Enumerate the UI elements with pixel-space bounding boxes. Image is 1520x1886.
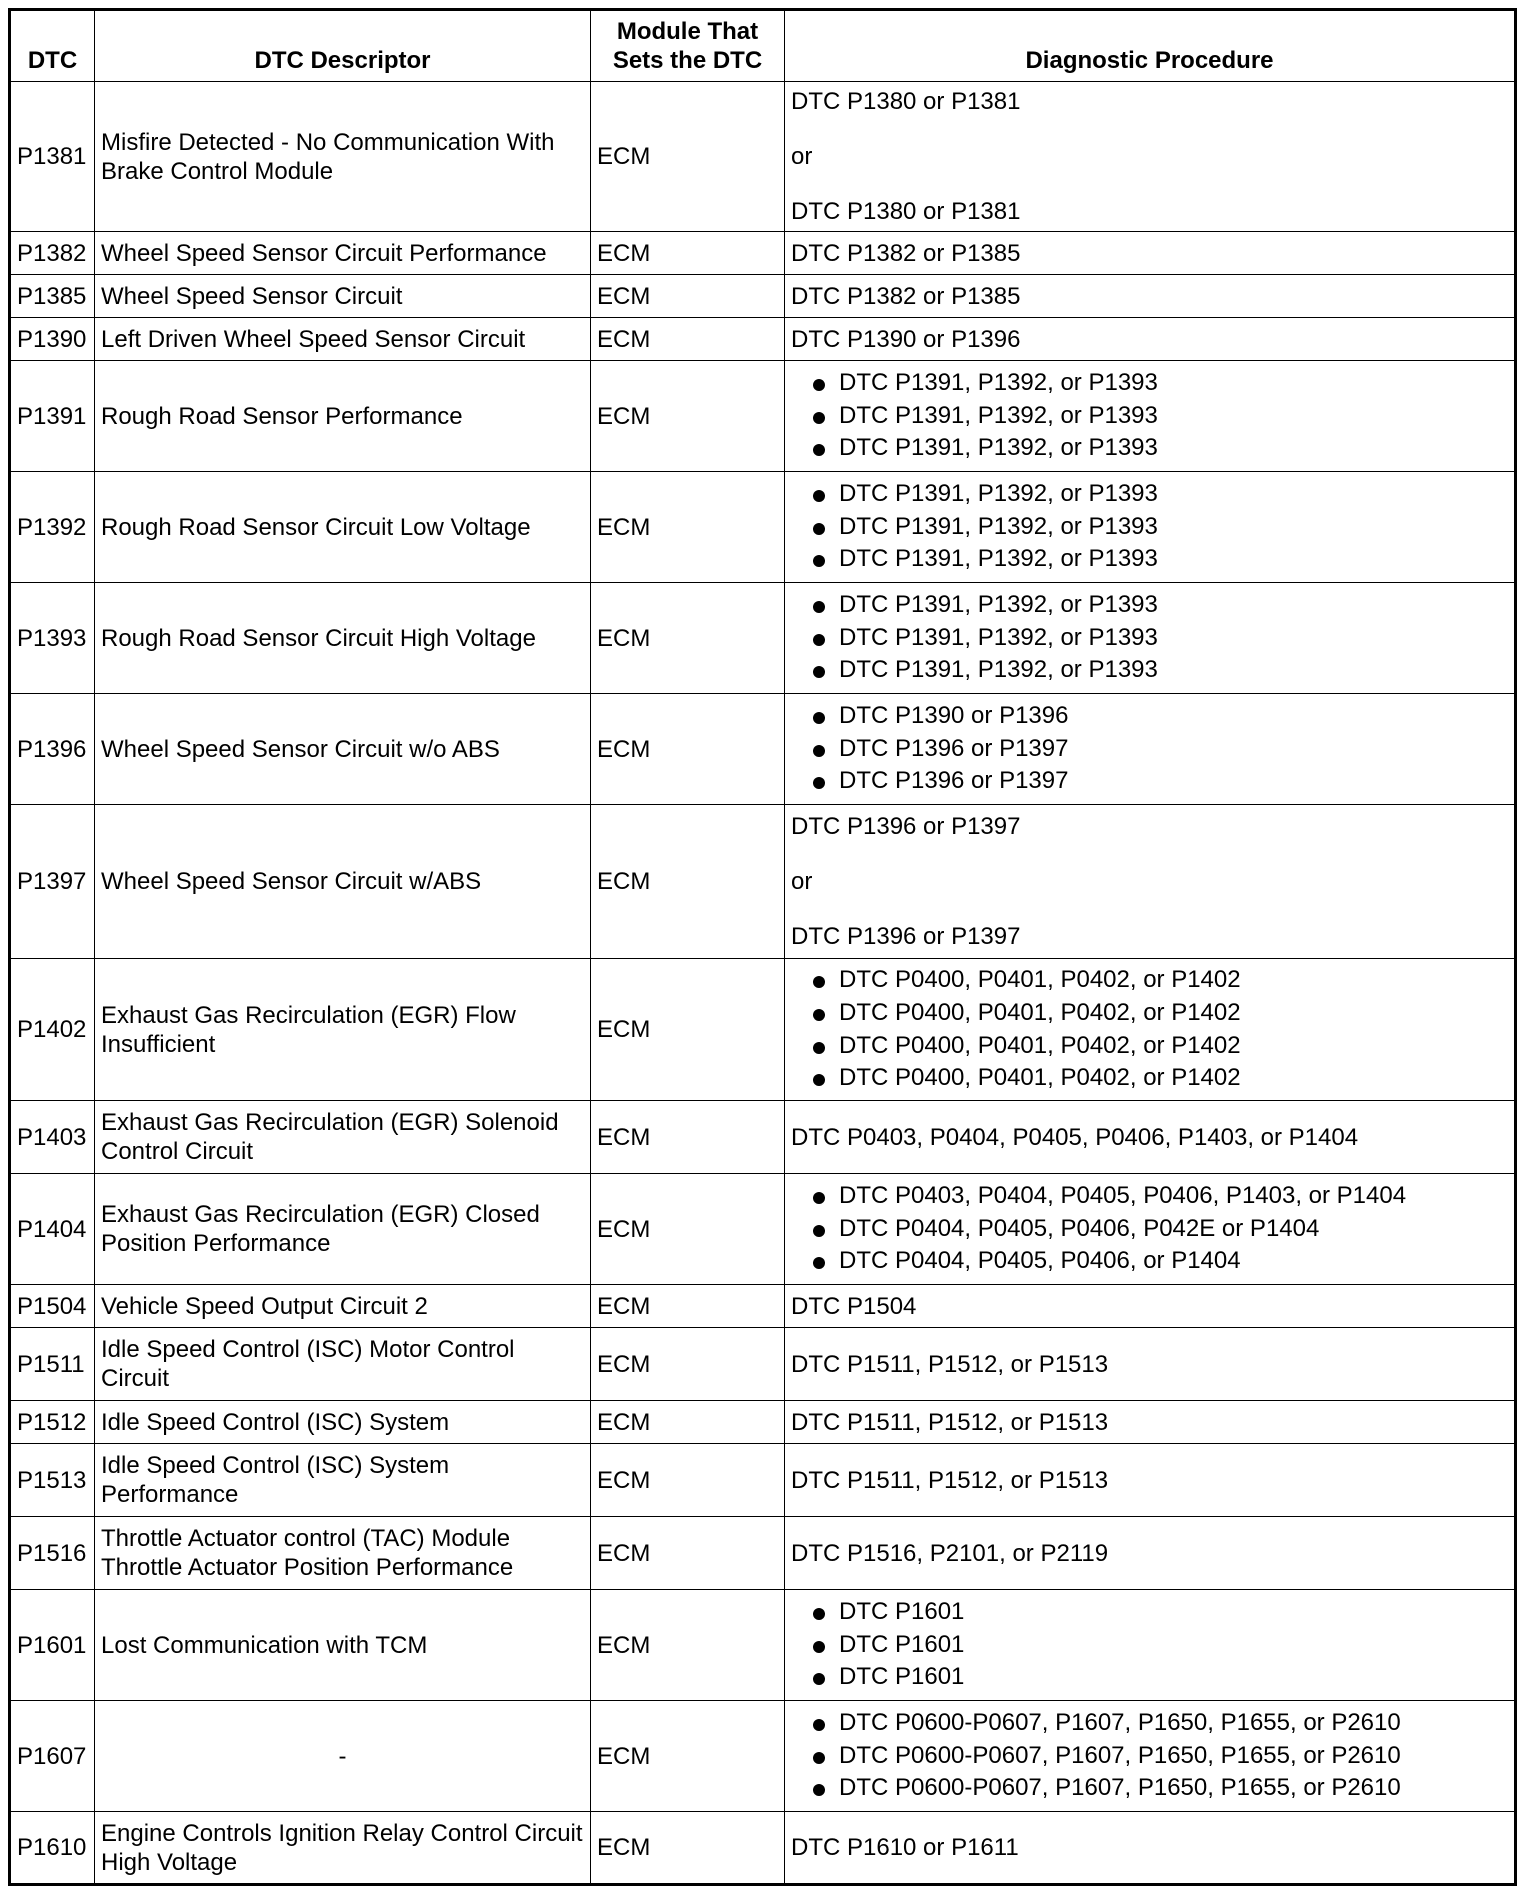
bullet-icon xyxy=(813,777,825,789)
procedure-list-item xyxy=(791,432,1508,465)
procedure-link-text[interactable]: DTC P1391, P1392, or P1393 xyxy=(839,434,1158,462)
procedure-link-text[interactable]: DTC P0404, P0405, P0406, or P1404 xyxy=(839,1247,1241,1275)
dtc-module: ECM xyxy=(591,318,785,361)
procedure-list xyxy=(791,478,1508,576)
procedure-link-text[interactable]: DTC P1380 or P1381 xyxy=(791,198,1021,225)
dtc-code: P1381 xyxy=(10,82,95,232)
procedure-link-text[interactable]: DTC P1382 or P1385 xyxy=(791,239,1021,267)
dtc-module: ECM xyxy=(591,275,785,318)
dtc-code: P1382 xyxy=(10,232,95,275)
dtc-descriptor: Idle Speed Control (ISC) Motor Control Circuit xyxy=(95,1328,591,1401)
procedure-link-text[interactable]: DTC P0400, P0401, P0402, or P1402 xyxy=(839,1064,1241,1092)
diagnostic-procedure xyxy=(785,1590,1516,1701)
procedure-link-text[interactable]: DTC P1382 or P1385 xyxy=(791,282,1021,310)
bullet-icon xyxy=(813,1608,825,1620)
header-module-line1: Module That xyxy=(616,18,759,45)
procedure-list-item xyxy=(791,1596,1508,1629)
line-gap xyxy=(791,896,1508,922)
procedure-link-text[interactable]: DTC P1390 or P1396 xyxy=(791,325,1021,353)
bullet-icon xyxy=(813,1719,825,1731)
table-body xyxy=(10,82,1516,1885)
procedure-link-text[interactable]: DTC P1504 xyxy=(791,1292,917,1320)
header-row xyxy=(10,10,1516,82)
procedure-link-text[interactable]: DTC P0600-P0607, P1607, P1650, P1655, or P2610 xyxy=(839,1741,1401,1769)
bullet-icon xyxy=(813,601,825,613)
procedure-link-text[interactable]: DTC P1601 xyxy=(839,1598,965,1626)
diagnostic-procedure xyxy=(785,1812,1516,1885)
table-row xyxy=(10,472,1516,583)
procedure-list-item xyxy=(791,543,1508,576)
procedure-list xyxy=(791,1707,1508,1805)
dtc-descriptor: Wheel Speed Sensor Circuit w/ABS xyxy=(95,805,591,959)
procedure-list-item xyxy=(791,700,1508,733)
bullet-icon xyxy=(813,379,825,391)
table-row xyxy=(10,1328,1516,1401)
table-row xyxy=(10,361,1516,472)
procedure-link-text[interactable]: DTC P1391, P1392, or P1393 xyxy=(839,545,1158,573)
diagnostic-procedure xyxy=(785,959,1516,1101)
procedure-list-item xyxy=(791,1629,1508,1662)
dtc-descriptor: Vehicle Speed Output Circuit 2 xyxy=(95,1285,591,1328)
procedure-link-text[interactable]: DTC P1511, P1512, or P1513 xyxy=(791,1466,1109,1494)
procedure-list-item xyxy=(791,589,1508,622)
procedure-list-item xyxy=(791,654,1508,687)
header-descriptor: DTC Descriptor xyxy=(95,10,591,82)
dtc-module: ECM xyxy=(591,959,785,1101)
procedure-list-item xyxy=(791,1245,1508,1278)
header-procedure: Diagnostic Procedure xyxy=(785,10,1516,82)
bullet-icon xyxy=(813,1225,825,1237)
dtc-module: ECM xyxy=(591,805,785,959)
dtc-descriptor: Left Driven Wheel Speed Sensor Circuit xyxy=(95,318,591,361)
procedure-link-text[interactable]: DTC P1396 or P1397 xyxy=(791,813,1021,840)
bullet-icon xyxy=(813,1074,825,1086)
bullet-icon xyxy=(813,1192,825,1204)
dtc-module: ECM xyxy=(591,1101,785,1174)
procedure-link-text[interactable]: DTC P1380 or P1381 xyxy=(791,88,1021,115)
dtc-code: P1516 xyxy=(10,1517,95,1590)
diagnostic-procedure xyxy=(785,1285,1516,1328)
bullet-icon xyxy=(813,634,825,646)
procedure-list xyxy=(791,589,1508,687)
diagnostic-procedure xyxy=(785,1101,1516,1174)
procedure-link-text[interactable]: DTC P0400, P0401, P0402, or P1402 xyxy=(839,1031,1241,1059)
diagnostic-procedure xyxy=(785,1517,1516,1590)
diagnostic-procedure xyxy=(785,1701,1516,1812)
dtc-descriptor: Rough Road Sensor Circuit Low Voltage xyxy=(95,472,591,583)
bullet-icon xyxy=(813,555,825,567)
line-gap xyxy=(791,116,1508,142)
bullet-icon xyxy=(813,1257,825,1269)
dtc-code: P1511 xyxy=(10,1328,95,1401)
dtc-descriptor: Wheel Speed Sensor Circuit Performance xyxy=(95,232,591,275)
header-module-line2: Sets the DTC xyxy=(612,47,763,74)
bullet-icon xyxy=(813,1752,825,1764)
line-gap xyxy=(791,171,1508,197)
diagnostic-procedure xyxy=(785,1401,1516,1444)
dtc-descriptor: Engine Controls Ignition Relay Control Circuit High Voltage xyxy=(95,1812,591,1885)
procedure-list xyxy=(791,964,1508,1094)
bullet-icon xyxy=(813,1641,825,1653)
dtc-code: P1396 xyxy=(10,694,95,805)
table-row xyxy=(10,232,1516,275)
dtc-code: P1390 xyxy=(10,318,95,361)
table-row xyxy=(10,1812,1516,1885)
procedure-list xyxy=(791,1180,1508,1278)
dtc-module: ECM xyxy=(591,232,785,275)
dtc-code: P1393 xyxy=(10,583,95,694)
diagnostic-procedure xyxy=(785,82,1516,232)
procedure-list-item xyxy=(791,478,1508,511)
procedure-link-text[interactable]: DTC P1391, P1392, or P1393 xyxy=(839,623,1158,651)
procedure-list-item xyxy=(791,1740,1508,1773)
dtc-module: ECM xyxy=(591,1517,785,1590)
procedure-list-item xyxy=(791,733,1508,766)
dtc-descriptor: Lost Communication with TCM xyxy=(95,1590,591,1701)
bullet-icon xyxy=(813,712,825,724)
dtc-descriptor: Misfire Detected - No Communication With Brake Control Module xyxy=(95,82,591,232)
procedure-list-item xyxy=(791,1772,1508,1805)
dtc-module: ECM xyxy=(591,1590,785,1701)
diagnostic-procedure xyxy=(785,1174,1516,1285)
procedure-link-text[interactable]: DTC P1396 or P1397 xyxy=(791,923,1021,950)
procedure-list-item xyxy=(791,1707,1508,1740)
procedure-list-item xyxy=(791,997,1508,1030)
dtc-code: P1402 xyxy=(10,959,95,1101)
procedure-list-item xyxy=(791,367,1508,400)
procedure-list-item xyxy=(791,622,1508,655)
or-separator: or xyxy=(791,868,813,895)
procedure-link-text[interactable]: DTC P1391, P1392, or P1393 xyxy=(839,480,1158,508)
procedure-link-text[interactable]: DTC P0600-P0607, P1607, P1650, P1655, or P2610 xyxy=(839,1774,1401,1802)
dtc-code: P1610 xyxy=(10,1812,95,1885)
line-gap xyxy=(791,841,1508,867)
table-row xyxy=(10,1101,1516,1174)
dtc-code: P1607 xyxy=(10,1701,95,1812)
dtc-descriptor: Wheel Speed Sensor Circuit w/o ABS xyxy=(95,694,591,805)
procedure-link-text[interactable]: DTC P1391, P1392, or P1393 xyxy=(839,369,1158,397)
dtc-descriptor: Exhaust Gas Recirculation (EGR) Solenoid Control Circuit xyxy=(95,1101,591,1174)
dtc-descriptor: Idle Speed Control (ISC) System Performance xyxy=(95,1444,591,1517)
bullet-icon xyxy=(813,666,825,678)
bullet-icon xyxy=(813,490,825,502)
dtc-module: ECM xyxy=(591,1701,785,1812)
header-dtc: DTC xyxy=(10,10,95,82)
procedure-list xyxy=(791,367,1508,465)
procedure-link-text[interactable]: DTC P1391, P1392, or P1393 xyxy=(839,591,1158,619)
diagnostic-procedure xyxy=(785,694,1516,805)
dtc-module: ECM xyxy=(591,1285,785,1328)
procedure-list-item xyxy=(791,1062,1508,1095)
procedure-list-item xyxy=(791,400,1508,433)
procedure-link-text[interactable]: DTC P0404, P0405, P0406, P042E or P1404 xyxy=(839,1214,1320,1242)
procedure-list-item xyxy=(791,1213,1508,1246)
dtc-code: P1397 xyxy=(10,805,95,959)
bullet-icon xyxy=(813,1042,825,1054)
dtc-module: ECM xyxy=(591,1328,785,1401)
bullet-icon xyxy=(813,412,825,424)
dtc-module: ECM xyxy=(591,1401,785,1444)
dtc-code: P1391 xyxy=(10,361,95,472)
procedure-link-text[interactable]: DTC P1391, P1392, or P1393 xyxy=(839,512,1158,540)
dtc-table xyxy=(8,8,1517,1886)
table-row xyxy=(10,1444,1516,1517)
procedure-list-item xyxy=(791,1661,1508,1694)
procedure-link-text[interactable]: DTC P0400, P0401, P0402, or P1402 xyxy=(839,966,1241,994)
procedure-link-text[interactable]: DTC P1390 or P1396 xyxy=(839,702,1069,730)
dtc-descriptor: Wheel Speed Sensor Circuit xyxy=(95,275,591,318)
diagnostic-procedure xyxy=(785,318,1516,361)
dtc-descriptor: Rough Road Sensor Circuit High Voltage xyxy=(95,583,591,694)
dtc-module: ECM xyxy=(591,1444,785,1517)
dtc-module: ECM xyxy=(591,82,785,232)
dtc-module: ECM xyxy=(591,361,785,472)
procedure-list xyxy=(791,1596,1508,1694)
dtc-code: P1512 xyxy=(10,1401,95,1444)
dtc-code: P1403 xyxy=(10,1101,95,1174)
table-row xyxy=(10,275,1516,318)
diagnostic-procedure xyxy=(785,472,1516,583)
table-row xyxy=(10,1701,1516,1812)
table-row xyxy=(10,694,1516,805)
bullet-icon xyxy=(813,1009,825,1021)
procedure-list-item xyxy=(791,1180,1508,1213)
dtc-module: ECM xyxy=(591,583,785,694)
dtc-module: ECM xyxy=(591,472,785,583)
procedure-link-text[interactable]: DTC P1391, P1392, or P1393 xyxy=(839,401,1158,429)
procedure-list-item xyxy=(791,765,1508,798)
dtc-code: P1504 xyxy=(10,1285,95,1328)
diagnostic-procedure xyxy=(785,1328,1516,1401)
dtc-descriptor: Exhaust Gas Recirculation (EGR) Closed Position Performance xyxy=(95,1174,591,1285)
procedure-link-text[interactable]: DTC P1601 xyxy=(839,1630,965,1658)
procedure-link-text[interactable]: DTC P1610 or P1611 xyxy=(791,1834,1019,1861)
procedure-list-item xyxy=(791,964,1508,997)
procedure-link-text[interactable]: DTC P1601 xyxy=(839,1663,965,1691)
procedure-list xyxy=(791,700,1508,798)
procedure-link-text[interactable]: DTC P1511, P1512, or P1513 xyxy=(791,1350,1109,1378)
bullet-icon xyxy=(813,1673,825,1685)
procedure-list-item xyxy=(791,511,1508,544)
procedure-link-text[interactable]: DTC P0600-P0607, P1607, P1650, P1655, or P2610 xyxy=(839,1709,1401,1737)
procedure-link-text[interactable]: DTC P0403, P0404, P0405, P0406, P1403, or P1404 xyxy=(791,1123,1359,1151)
procedure-link-text[interactable]: DTC P1396 or P1397 xyxy=(839,767,1069,795)
table-row xyxy=(10,1590,1516,1701)
table-row xyxy=(10,805,1516,959)
procedure-list-item xyxy=(791,1030,1508,1063)
bullet-icon xyxy=(813,1784,825,1796)
procedure-link-text[interactable]: DTC P1516, P2101, or P2119 xyxy=(791,1539,1109,1567)
bullet-icon xyxy=(813,745,825,757)
dtc-module: ECM xyxy=(591,694,785,805)
table-row xyxy=(10,1174,1516,1285)
dtc-descriptor: Throttle Actuator control (TAC) Module Throttle Actuator Position Performance xyxy=(95,1517,591,1590)
diagnostic-procedure xyxy=(785,275,1516,318)
table-row xyxy=(10,82,1516,232)
table-row xyxy=(10,959,1516,1101)
dtc-descriptor: - xyxy=(95,1701,591,1812)
table-row xyxy=(10,1401,1516,1444)
table-row xyxy=(10,1517,1516,1590)
dtc-module: ECM xyxy=(591,1174,785,1285)
diagnostic-procedure xyxy=(785,1444,1516,1517)
dtc-code: P1385 xyxy=(10,275,95,318)
dtc-code: P1601 xyxy=(10,1590,95,1701)
diagnostic-procedure xyxy=(785,232,1516,275)
bullet-icon xyxy=(813,976,825,988)
dtc-descriptor: Idle Speed Control (ISC) System xyxy=(95,1401,591,1444)
dtc-descriptor: Exhaust Gas Recirculation (EGR) Flow Insufficient xyxy=(95,959,591,1101)
dtc-code: P1513 xyxy=(10,1444,95,1517)
dtc-code: P1392 xyxy=(10,472,95,583)
table-row xyxy=(10,1285,1516,1328)
procedure-link-text[interactable]: DTC P0400, P0401, P0402, or P1402 xyxy=(839,998,1241,1026)
dtc-descriptor: Rough Road Sensor Performance xyxy=(95,361,591,472)
table-row xyxy=(10,318,1516,361)
procedure-link-text[interactable]: DTC P1396 or P1397 xyxy=(839,734,1069,762)
header-module xyxy=(591,10,785,82)
diagnostic-procedure xyxy=(785,805,1516,959)
procedure-link-text[interactable]: DTC P1391, P1392, or P1393 xyxy=(839,656,1158,684)
dtc-code: P1404 xyxy=(10,1174,95,1285)
dtc-module: ECM xyxy=(591,1812,785,1885)
or-separator: or xyxy=(791,143,813,170)
diagnostic-procedure xyxy=(785,583,1516,694)
diagnostic-procedure xyxy=(785,361,1516,472)
table-row xyxy=(10,583,1516,694)
bullet-icon xyxy=(813,523,825,535)
procedure-link-text[interactable]: DTC P1511, P1512, or P1513 xyxy=(791,1408,1109,1436)
bullet-icon xyxy=(813,444,825,456)
procedure-link-text[interactable]: DTC P0403, P0404, P0405, P0406, P1403, or P1404 xyxy=(839,1182,1407,1210)
